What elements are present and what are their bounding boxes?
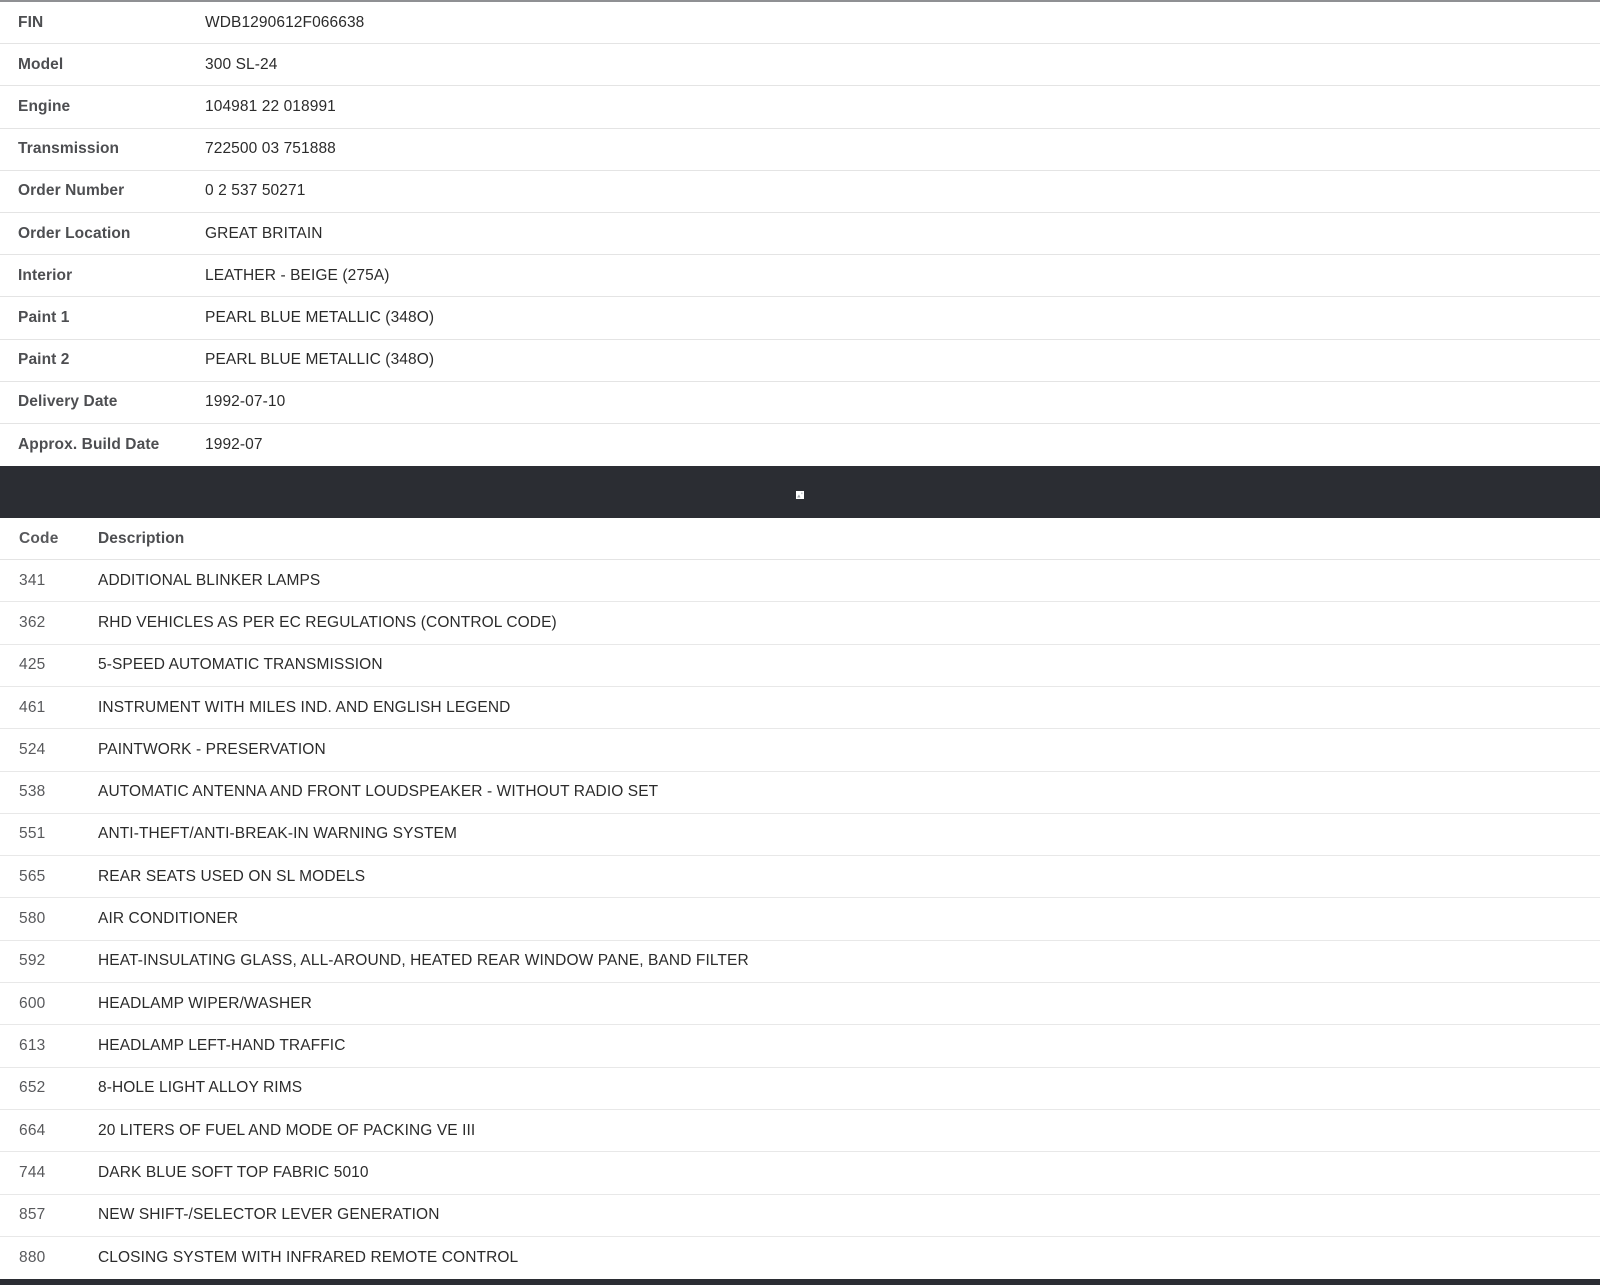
option-description: PAINTWORK - PRESERVATION <box>98 740 326 758</box>
option-row <box>0 814 1600 856</box>
option-code: 538 <box>19 783 46 801</box>
info-row-paint-1 <box>0 297 1600 339</box>
option-row <box>0 1195 1600 1237</box>
option-row <box>0 729 1600 771</box>
option-description: 20 LITERS OF FUEL AND MODE OF PACKING VE III <box>98 1121 476 1139</box>
option-description: 8-HOLE LIGHT ALLOY RIMS <box>98 1079 303 1097</box>
info-row-engine <box>0 86 1600 128</box>
option-code: 341 <box>19 571 46 589</box>
option-description: ANTI-THEFT/ANTI-BREAK-IN WARNING SYSTEM <box>98 825 457 843</box>
info-label: Order Location <box>18 224 131 242</box>
option-description: HEADLAMP WIPER/WASHER <box>98 994 312 1012</box>
option-row <box>0 1152 1600 1194</box>
option-code: 425 <box>19 656 46 674</box>
info-value: WDB1290612F066638 <box>205 13 365 31</box>
info-value: 1992-07-10 <box>205 393 286 411</box>
info-value: LEATHER - BEIGE (275A) <box>205 266 390 284</box>
option-code: 565 <box>19 867 46 885</box>
info-value: 722500 03 751888 <box>205 140 336 158</box>
option-description: HEADLAMP LEFT-HAND TRAFFIC <box>98 1036 346 1054</box>
option-code: 551 <box>19 825 46 843</box>
info-label: Interior <box>18 266 73 284</box>
info-row-order-location <box>0 213 1600 255</box>
option-row <box>0 1237 1600 1279</box>
option-description: CLOSING SYSTEM WITH INFRARED REMOTE CONTROL <box>98 1248 519 1266</box>
info-label: Approx. Build Date <box>18 435 160 453</box>
option-row <box>0 602 1600 644</box>
option-description: NEW SHIFT-/SELECTOR LEVER GENERATION <box>98 1206 440 1224</box>
option-description: RHD VEHICLES AS PER EC REGULATIONS (CONTROL CODE) <box>98 614 557 631</box>
info-row-delivery-date <box>0 382 1600 424</box>
option-code: 524 <box>19 740 46 758</box>
option-code: 461 <box>19 698 46 716</box>
option-description: REAR SEATS USED ON SL MODELS <box>98 867 366 885</box>
info-row-paint-2 <box>0 340 1600 382</box>
option-code: 600 <box>19 994 46 1012</box>
options-table-header <box>0 518 1600 560</box>
description-column-header: Description <box>98 529 185 547</box>
info-row-interior <box>0 255 1600 297</box>
option-row <box>0 983 1600 1025</box>
option-description: AIR CONDITIONER <box>98 910 239 928</box>
option-description: DARK BLUE SOFT TOP FABRIC 5010 <box>98 1163 369 1181</box>
option-row <box>0 1110 1600 1152</box>
info-value: PEARL BLUE METALLIC (348O) <box>205 351 435 369</box>
info-label: Transmission <box>18 140 120 158</box>
info-row-build-date <box>0 424 1600 466</box>
code-column-header: Code <box>19 529 59 547</box>
option-row <box>0 772 1600 814</box>
option-row <box>0 1068 1600 1110</box>
option-description: AUTOMATIC ANTENNA AND FRONT LOUDSPEAKER - WITHOUT RADIO SET <box>98 783 659 801</box>
option-row <box>0 645 1600 687</box>
bottom-section-bar <box>0 1279 1600 1285</box>
option-row <box>0 856 1600 898</box>
option-description: ADDITIONAL BLINKER LAMPS <box>98 571 321 589</box>
option-row <box>0 898 1600 940</box>
option-code: 880 <box>19 1248 46 1266</box>
option-row <box>0 560 1600 602</box>
option-row <box>0 941 1600 983</box>
info-label: Delivery Date <box>18 393 118 411</box>
option-code: 744 <box>19 1163 46 1181</box>
info-value: GREAT BRITAIN <box>205 224 323 242</box>
info-label: Paint 1 <box>18 308 70 326</box>
info-row-transmission <box>0 129 1600 171</box>
info-value: 104981 22 018991 <box>205 97 336 115</box>
vehicle-info-table <box>0 2 1600 466</box>
option-code: 362 <box>19 614 46 631</box>
info-label: Order Number <box>18 182 125 200</box>
info-value: PEARL BLUE METALLIC (348O) <box>205 308 435 326</box>
info-label: Paint 2 <box>18 351 70 369</box>
option-row <box>0 687 1600 729</box>
info-value: 0 2 537 50271 <box>205 182 306 200</box>
option-row <box>0 1025 1600 1067</box>
broken-image-icon <box>796 491 804 499</box>
info-row-model <box>0 44 1600 86</box>
option-code: 613 <box>19 1036 46 1054</box>
option-code: 652 <box>19 1079 46 1097</box>
info-row-fin <box>0 2 1600 44</box>
info-label: Model <box>18 55 64 73</box>
info-value: 300 SL-24 <box>205 55 278 73</box>
option-description: 5-SPEED AUTOMATIC TRANSMISSION <box>98 656 383 674</box>
option-code: 592 <box>19 952 46 970</box>
option-code: 664 <box>19 1121 46 1139</box>
info-row-order-number <box>0 171 1600 213</box>
option-description: INSTRUMENT WITH MILES IND. AND ENGLISH LEGEND <box>98 698 511 716</box>
option-description: HEAT-INSULATING GLASS, ALL-AROUND, HEATED REAR WINDOW PANE, BAND FILTER <box>98 952 749 970</box>
info-label: FIN <box>18 13 44 31</box>
info-label: Engine <box>18 97 71 115</box>
info-value: 1992-07 <box>205 435 263 453</box>
option-code: 580 <box>19 910 46 928</box>
options-table <box>0 518 1600 1279</box>
option-code: 857 <box>19 1206 46 1224</box>
section-divider-bar <box>0 466 1600 518</box>
